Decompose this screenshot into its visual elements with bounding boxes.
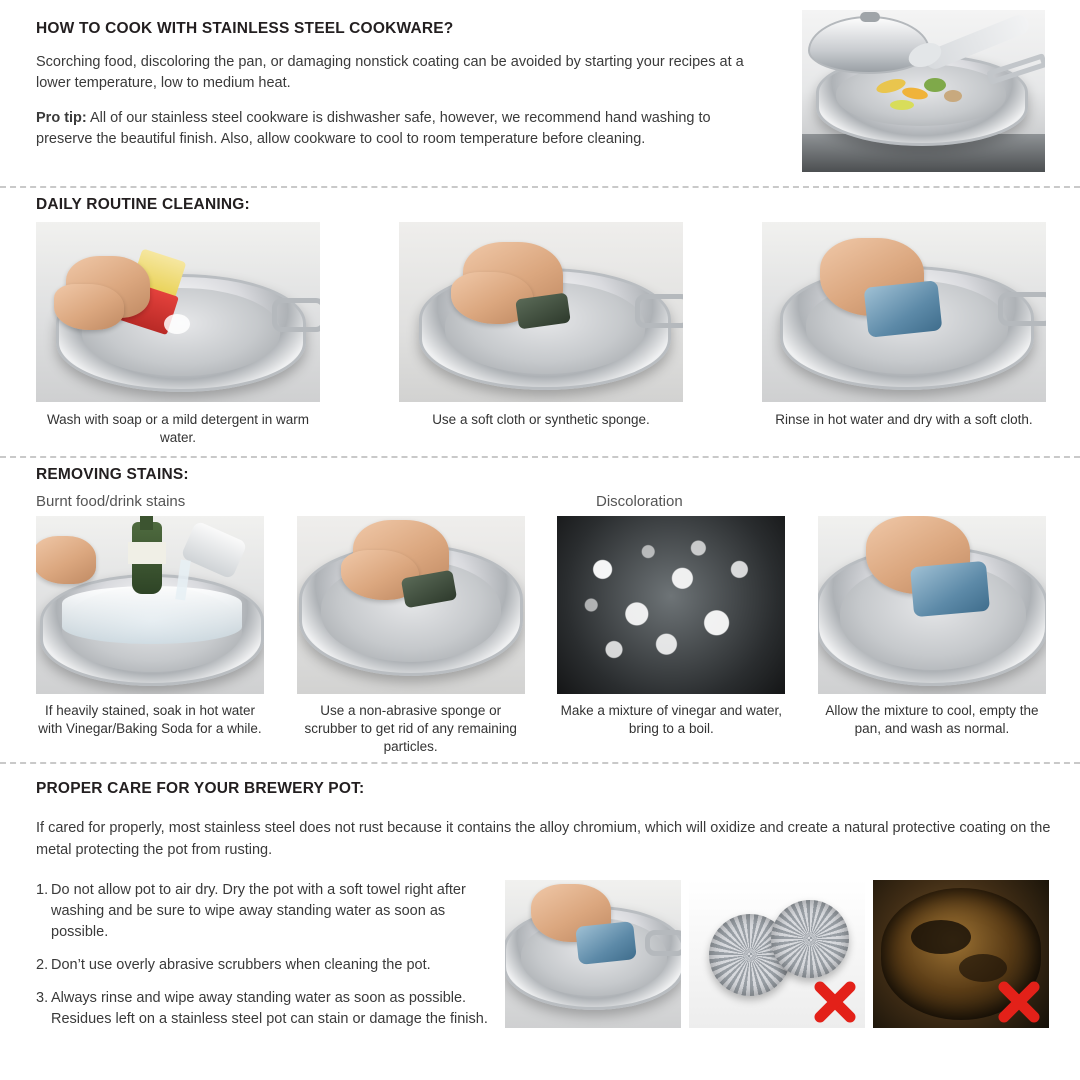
care-images-row <box>505 880 1049 1028</box>
daily-step-3-image <box>762 222 1046 402</box>
list-item-number: 3. <box>36 990 49 1007</box>
stains-subtitle-burnt: Burnt food/drink stains <box>36 493 186 510</box>
stain-step-1-image <box>36 516 264 694</box>
stain-step-2-image <box>297 516 525 694</box>
stain-step-4 <box>818 516 1046 757</box>
list-item-number: 1. <box>36 882 49 898</box>
care-instructions-list <box>36 880 496 1042</box>
daily-cleaning-steps <box>36 222 1046 447</box>
stain-step-3-caption: Make a mixture of vinegar and water, bring to a boil. <box>560 703 782 737</box>
section-cooking-intro <box>0 0 1080 182</box>
list-item-text: Do not allow pot to air dry. Dry the pot with a soft towel right after washing and be sure to wipe away standing water as soon as possible. <box>51 882 466 941</box>
stain-step-2-caption: Use a non-abrasive sponge or scrubber to get rid of any remaining particles. <box>304 703 517 755</box>
list-item <box>36 880 496 943</box>
stain-step-4-image <box>818 516 1046 694</box>
intro-paragraph: Scorching food, discoloring the pan, or damaging nonstick coating can be avoided by starting your recipes at a lower temperature, low to medium heat. <box>36 54 744 92</box>
daily-step-2 <box>399 222 683 447</box>
list-item-text: Always rinse and wipe away standing water as soon as possible. Residues left on a stainless steel pot can stain or damage the finish. <box>51 990 488 1028</box>
section-1-title: HOW TO COOK WITH STAINLESS STEEL COOKWARE? <box>36 20 454 37</box>
care-image-scrubbers <box>689 880 865 1028</box>
stain-step-3 <box>557 516 785 757</box>
daily-step-3-caption: Rinse in hot water and dry with a soft cloth. <box>775 412 1033 427</box>
care-image-burnt-pot <box>873 880 1049 1028</box>
divider-2 <box>0 456 1080 458</box>
list-item <box>36 988 496 1030</box>
section-4-lead: If cared for properly, most stainless steel does not rust because it contains the alloy chromium, which will oxidize and create a natural protective coating on the metal protecting the pot from rusting. <box>36 820 1051 858</box>
daily-step-2-image <box>399 222 683 402</box>
x-mark-icon <box>813 980 857 1024</box>
list-item <box>36 955 496 976</box>
daily-step-3 <box>762 222 1046 447</box>
daily-step-1-image <box>36 222 320 402</box>
stain-step-1-caption: If heavily stained, soak in hot water with Vinegar/Baking Soda for a while. <box>38 703 262 737</box>
list-item-text: Don’t use overly abrasive scrubbers when cleaning the pot. <box>51 957 431 974</box>
intro-text-block <box>36 20 758 150</box>
list-item-number: 2. <box>36 957 49 974</box>
daily-step-2-caption: Use a soft cloth or synthetic sponge. <box>432 412 650 427</box>
stain-step-2 <box>297 516 525 757</box>
pro-tip-text: All of our stainless steel cookware is dishwasher safe, however, we recommend hand washing to preserve the beautiful finish. Also, allow cookware to cool to room temperature before cleaning. <box>36 110 711 148</box>
divider-1 <box>0 186 1080 188</box>
stain-step-1 <box>36 516 264 757</box>
stain-steps <box>36 516 1046 757</box>
x-mark-icon <box>997 980 1041 1024</box>
stains-subtitle-discoloration: Discoloration <box>596 493 683 510</box>
pro-tip-paragraph <box>36 108 758 150</box>
stain-step-3-image <box>557 516 785 694</box>
wok-on-stove-illustration <box>802 10 1045 172</box>
divider-3 <box>0 762 1080 764</box>
daily-step-1-caption: Wash with soap or a mild detergent in warm water. <box>46 412 310 446</box>
stain-step-4-caption: Allow the mixture to cool, empty the pan, and wash as normal. <box>825 703 1039 737</box>
section-3-title: REMOVING STAINS: <box>36 466 189 483</box>
pro-tip-label: Pro tip: <box>36 110 87 127</box>
care-image-drying <box>505 880 681 1028</box>
hero-image <box>802 10 1045 172</box>
section-4-title: PROPER CARE FOR YOUR BREWERY POT: <box>36 780 365 797</box>
section-2-title: DAILY ROUTINE CLEANING: <box>36 196 250 213</box>
daily-step-1 <box>36 222 320 447</box>
